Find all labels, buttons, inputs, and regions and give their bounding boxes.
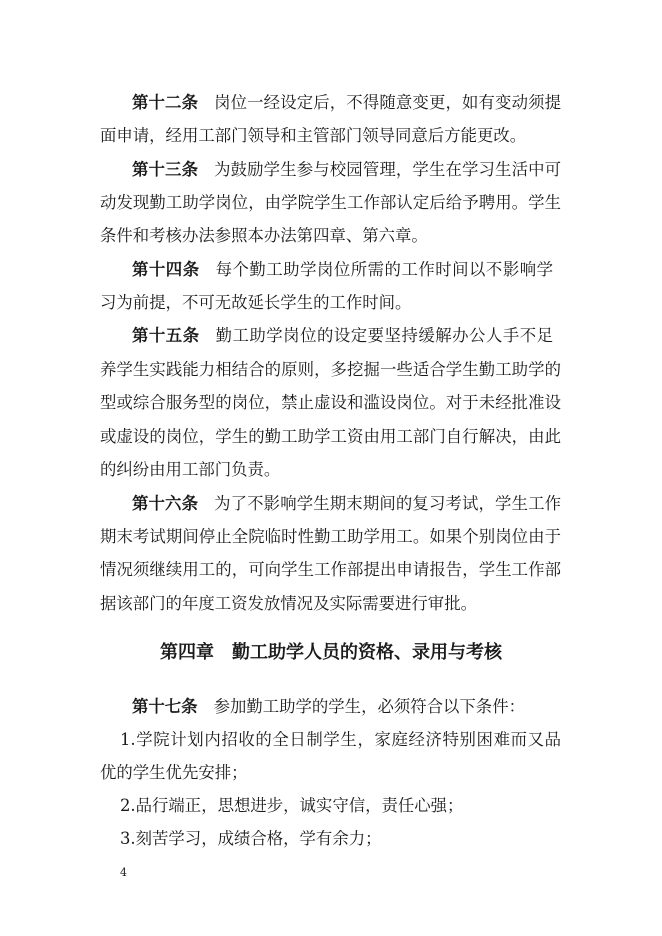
article-15-line: 或虚设的岗位，学生的勤工助学工资由用工部门自行解决，由此 — [100, 427, 561, 446]
article-17-line: 第十七条 参加勤工助学的学生，必须符合以下条件： — [132, 697, 525, 716]
article-16-line: 期末考试期间停止全院临时性勤工助学用工。如果个别岗位由于 — [100, 527, 561, 546]
article-13-line: 条件和考核办法参照本办法第四章、第六章。 — [100, 226, 428, 245]
article-15-line: 的纠纷由用工部门负责。 — [100, 460, 281, 479]
condition-2-line: 2.品行端正，思想进步，诚实守信，责任心强； — [120, 796, 464, 815]
article-12-line: 第十二条 岗位一经设定后，不得随意变更，如有变动须提 — [132, 93, 561, 112]
article-14-line: 习为前提，不可无故延长学生的工作时间。 — [100, 293, 412, 312]
article-label: 第十五条 — [132, 326, 200, 345]
article-13-line: 动发现勤工助学岗位，由学院学生工作部认定后给予聘用。学生 — [100, 193, 561, 212]
article-12-line: 面申请，经用工部门领导和主管部门领导同意后方能更改。 — [100, 126, 527, 145]
condition-1-line: 优的学生优先安排； — [100, 763, 248, 782]
article-15-line: 第十五条 勤工助学岗位的设定要坚持缓解办公人手不足 — [132, 326, 553, 345]
chapter-heading: 第四章 勤工助学人员的资格、录用与考核 — [160, 642, 502, 663]
article-16-line: 据该部门的年度工资发放情况及实际需要进行审批。 — [100, 594, 477, 613]
article-15-line: 型或综合服务型的岗位，禁止虚设和滥设岗位。对于未经批准设 — [100, 393, 561, 412]
article-label: 第十四条 — [132, 260, 200, 279]
article-15-line: 养学生实践能力相结合的原则，多挖掘一些适合学生勤工助学的 — [100, 360, 561, 379]
article-label: 第十六条 — [132, 494, 199, 513]
article-14-line: 第十四条 每个勤工助学岗位所需的工作时间以不影响学 — [132, 260, 553, 279]
article-label: 第十三条 — [132, 160, 199, 179]
article-16-line: 情况须继续用工的，可向学生工作部提出申请报告，学生工作部 — [100, 560, 561, 579]
article-13-line: 第十三条 为鼓励学生参与校园管理，学生在学习生活中可 — [132, 160, 561, 179]
condition-3-line: 3.刻苦学习，成绩合格，学有余力； — [120, 829, 382, 848]
condition-1-line: 1.学院计划内招收的全日制学生，家庭经济特别困难而又品 — [120, 730, 561, 749]
article-label: 第十二条 — [132, 93, 199, 112]
page-number: 4 — [120, 866, 127, 879]
article-16-line: 第十六条 为了不影响学生期末期间的复习考试，学生工作 — [132, 494, 561, 513]
article-label: 第十七条 — [132, 697, 198, 716]
